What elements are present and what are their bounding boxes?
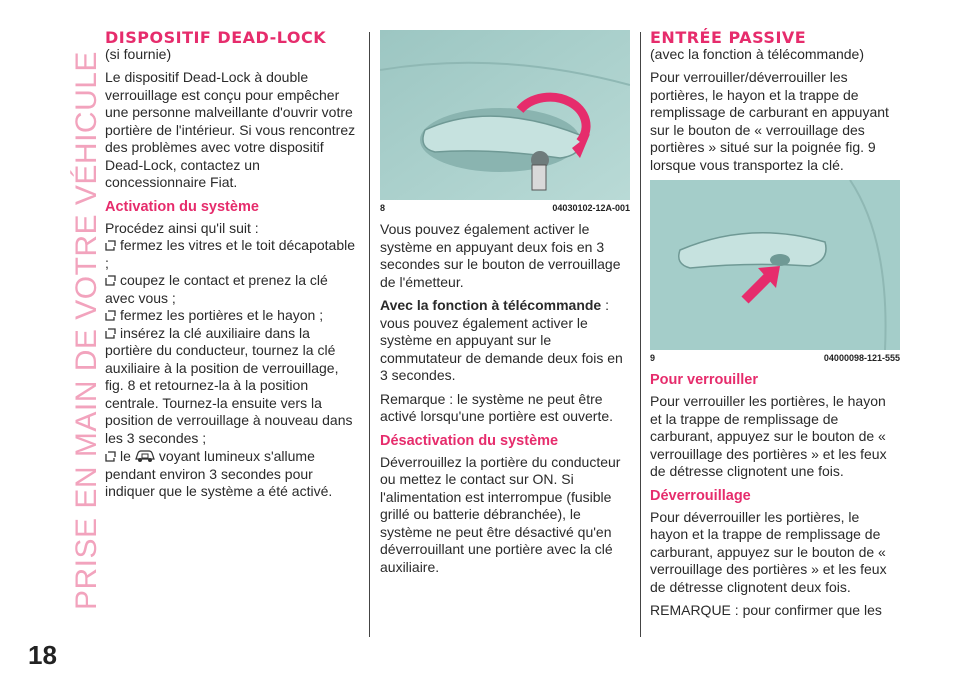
car-lock-icon — [134, 447, 156, 464]
paragraph-transmitter: Vous pouvez également activer le système en appuyant deux fois en 3 secondes sur le bouton de verrouillage de l'émetteur. — [380, 221, 621, 290]
list-item: coupez le contact et prenez la clé avec vous ; — [105, 272, 328, 306]
list-item: fermez les portières et le hayon ; — [105, 307, 360, 325]
column-dead-lock — [105, 30, 360, 501]
list-item: fermez les vitres et le toit décapotable ; — [105, 237, 356, 271]
intro-paragraph: Pour verrouiller/déverrouiller les portières, le hayon et la trappe de remplissage de carburant en appuyant sur le bouton de « verrouillage des portières » situé sur la poignée fig. 9 lorsque vous transportez la clé. — [650, 69, 889, 173]
paragraph-unlock: Pour déverrouiller les portières, le hayon et la trappe de remplissage de carburant, appuyez sur le bouton de « verrouillage des portières » et les feux de détresse clignotent deux fois. — [650, 508, 887, 595]
page-number: 18 — [28, 640, 57, 670]
activation-intro: Procédez ainsi qu'il suit : — [105, 219, 259, 236]
heading-passive-entry: ENTRÉE PASSIVE — [650, 28, 807, 47]
side-title-text: PRISE EN MAIN DE VOTRE VÉHICULE — [70, 51, 103, 610]
figure-caption: 9 04000098-121-555 — [650, 353, 900, 363]
figure-caption: 8 04030102-12A-001 — [380, 203, 630, 213]
paragraph-remark: Remarque : le système ne peut être activé lorsqu'une portière est ouverte. — [380, 390, 614, 424]
door-handle-key-illustration — [380, 30, 630, 200]
figure-9-door-handle-button — [650, 180, 900, 350]
paragraph-remark: REMARQUE : pour confirmer que les — [650, 602, 882, 618]
paragraph-lock: Pour verrouiller les portières, le hayon et la trappe de remplissage de carburant, appuyez sur le bouton de « verrouillage des portières » et les feux de détresse clignotent une fois. — [650, 393, 887, 479]
paragraph-remote: Avec la fonction à télécommande : vous pouvez également activer le système en appuyant sur le commutateur de demande deux fois en 3 secondes. — [380, 297, 623, 383]
heading-deactivation: Désactivation du système — [380, 432, 559, 449]
checkbox-bullet-icon — [105, 310, 116, 321]
paragraph-deactivation: Déverrouillez la portière du conducteur ou mettez le contact sur ON. Si l'alimentation est interrompue (fusible grillé ou batterie débranchée), le système ne peut être désactivé qu'en déverrouillant une portière avec la clé auxiliaire. — [380, 453, 621, 575]
column-dead-lock-continued — [380, 30, 630, 582]
checkbox-bullet-icon — [105, 451, 116, 462]
checkbox-bullet-icon — [105, 240, 116, 251]
subheading: (si fournie) — [105, 46, 172, 62]
column-divider — [640, 32, 641, 637]
heading-lock: Pour verrouiller — [650, 372, 758, 388]
column-divider — [369, 32, 370, 637]
heading-dead-lock: DISPOSITIF DEAD-LOCK — [105, 28, 327, 47]
door-handle-button-illustration — [650, 180, 900, 350]
intro-paragraph: Le dispositif Dead-Lock à double verrouillage est conçu pour empêcher une personne malveillante d'ouvrir votre portière de l'intérieur. Si vous rencontrez des problèmes avec votre dispositif Dead-Lock, contactez un concessionnaire Fiat. — [105, 69, 356, 190]
column-passive-entry — [650, 30, 900, 626]
checkbox-bullet-icon — [105, 328, 116, 339]
side-title — [22, 30, 103, 610]
subheading: (avec la fonction à télécommande) — [650, 46, 864, 62]
heading-unlock: Déverrouillage — [650, 487, 751, 504]
list-item: le voyant lumineux s'allume pendant environ 3 secondes pour indiquer que le système a été activé. — [105, 448, 333, 499]
checkbox-bullet-icon — [105, 275, 116, 286]
heading-activation: Activation du système — [105, 198, 259, 215]
list-item: insérez la clé auxiliaire dans la portière du conducteur, tournez la clé auxiliaire à la position de verrouillage, fig. 8 et retournez-la à la position centrale. Tournez-la ensuite vers la position de verrouillage à nouveau dans les 3 secondes ; — [105, 324, 353, 446]
figure-8-door-handle-key — [380, 30, 630, 200]
